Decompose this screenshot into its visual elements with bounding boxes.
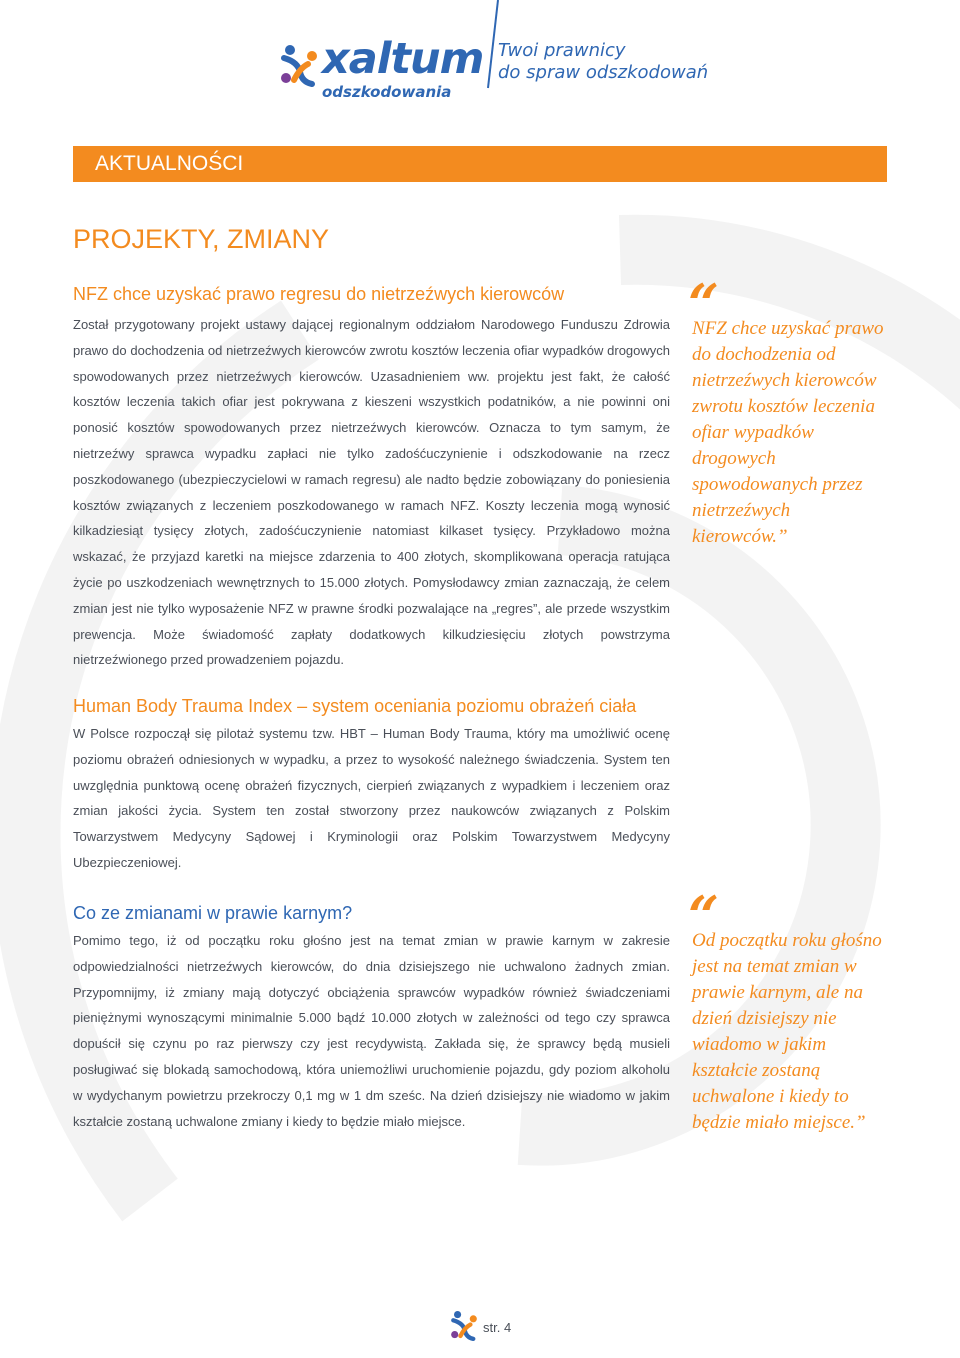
logo-people-icon bbox=[278, 44, 320, 88]
brand-logo[interactable] bbox=[278, 34, 484, 106]
page-number: str. 4 bbox=[483, 1320, 512, 1335]
logo-wordmark: xaltum bbox=[322, 34, 484, 84]
page-title: PROJEKTY, ZMIANY bbox=[73, 224, 330, 254]
quote-mark-icon: “ bbox=[688, 884, 720, 948]
logo-subtitle: odszkodowania bbox=[322, 83, 452, 101]
pull-quote-nfz bbox=[688, 272, 888, 550]
section-band bbox=[73, 146, 887, 182]
article-title-criminal-law: Co ze zmianami w prawie karnym? bbox=[73, 903, 353, 923]
article-body-nfz: Został przygotowany projekt ustawy dającej regionalnym oddziałom Narodowego Funduszu Zdrowia prawo do dochodzenia od nietrzeźwych kierowców zwrotu kosztów leczenia ofiar wypadków drogowych spowodowanych przez nietrzeźwych kierowców. Uzasadnieniem ww. projektu jest fakt, że całość kosztów leczenia takich ofiar jest pokrywana z kieszeni wszystkich podatników, a nie powinni oni ponosić kosztów spowodowanych przez nietrzeźwych kierowców. Oznacza to tym samym, że nietrzeźwy sprawca wypadku zapłaci nie tylko zadośćuczynienie i odszkodowanie na rzecz poszkodowanego (ubezpieczycielowi w ramach regresu) ale nadto będzie zobowiązany do poniesienia kosztów związanych z leczeniem poszkodowanego w ramach NFZ. Koszty leczenia mogą wynosić kilkadziesiąt tysięcy złotych, zadośćuczynienie natomiast kilkaset tysięcy. Przykładowo można wskazać, że przyjazd karetki na miejsce zdarzenia to 400 złotych, skomplikowana operacja ratująca życie po uszkodzeniach wewnętrznych to 15.000 złotych. Pomysłodawcy zmian zaznaczają, że celem zmian jest nie tylko wyposażenie NFZ w prawne środki pozwalające na „regres”, ale przede wszystkim prewencja. Może świadomość zapłaty dodatkowych kilkudziesięciu złotych powstrzyma nietrzeźwionego przed prowadzeniem pojazdu. bbox=[73, 317, 670, 668]
page-footer bbox=[449, 1310, 529, 1346]
footer-logo-icon bbox=[449, 1310, 479, 1342]
pull-quote-text: NFZ chce uzyskać prawo do dochodzenia od nietrzeźwych kierowców zwrotu kosztów leczenia ofiar wypadków drogowych spowodowanych przez nietrzeźwych kierowców.” bbox=[692, 318, 884, 547]
quote-mark-icon: “ bbox=[688, 272, 720, 336]
band-label: AKTUALNOŚCI bbox=[95, 152, 244, 175]
pull-quote-criminal-law bbox=[688, 884, 888, 1136]
header-tagline bbox=[498, 40, 738, 84]
tagline-line-2: do spraw odszkodowań bbox=[498, 62, 709, 83]
article-title-hbt: Human Body Trauma Index – system oceniania poziomu obrażeń ciała bbox=[73, 696, 637, 716]
tagline-line-1: Twoi prawnicy bbox=[498, 40, 626, 61]
article-body-hbt: W Polsce rozpoczął się pilotaż systemu tzw. HBT – Human Body Trauma, który ma umożliwić ocenę poziomu obrażeń odniesionych w wypadku, a przez to wysokość należnego świadczenia. System ten uwzględnia punktową ocenę obrażeń fizycznych, cierpień związanych z wypadkiem i leczeniem oraz zmian jakości życia. System ten został stworzony przez naukowców związanych z Polskim Towarzystwem Medycyny Sądowej i Kryminologii oraz Polskim Towarzystwem Medycyny Ubezpieczeniowej. bbox=[73, 726, 670, 870]
article-body-criminal-law: Pomimo tego, iż od początku roku głośno jest na temat zmian w prawie karnym w zakresie odpowiedzialności nietrzeźwych kierowców, do dnia dzisiejszego nie uchwalono żadnych zmian. Przypomnijmy, iż zmiany mają dotyczyć obciążenia sprawców wypadków również świadczeniami pieniężnymi wynoszącymi minimalnie 5.000 bądź 10.000 złotych w zależności od tego czy sprawca dopuścił się czynu po raz pierwszy czy jest recydywistą. Zakłada się, że sprawcy będą musieli posługiwać się blokadą samochodową, która uniemożliwi uruchomienie pojazdu, gdy poziom alkoholu w wydychanym powietrzu przekroczy 0,1 mg w 1 dm sześc. Na dzień dzisiejszy nie wiadomo w jakim kształcie zostaną uchwalone zmiany i kiedy to będzie miało miejsce. bbox=[73, 933, 670, 1129]
article-title-nfz: NFZ chce uzyskać prawo regresu do nietrzeźwych kierowców bbox=[73, 284, 565, 304]
pull-quote-text: Od początku roku głośno jest na temat zmian w prawie karnym, ale na dzień dzisiejszy nie wiadomo w jakim kształcie zostaną uchwalone i kiedy to będzie miało miejsce.” bbox=[692, 930, 882, 1133]
